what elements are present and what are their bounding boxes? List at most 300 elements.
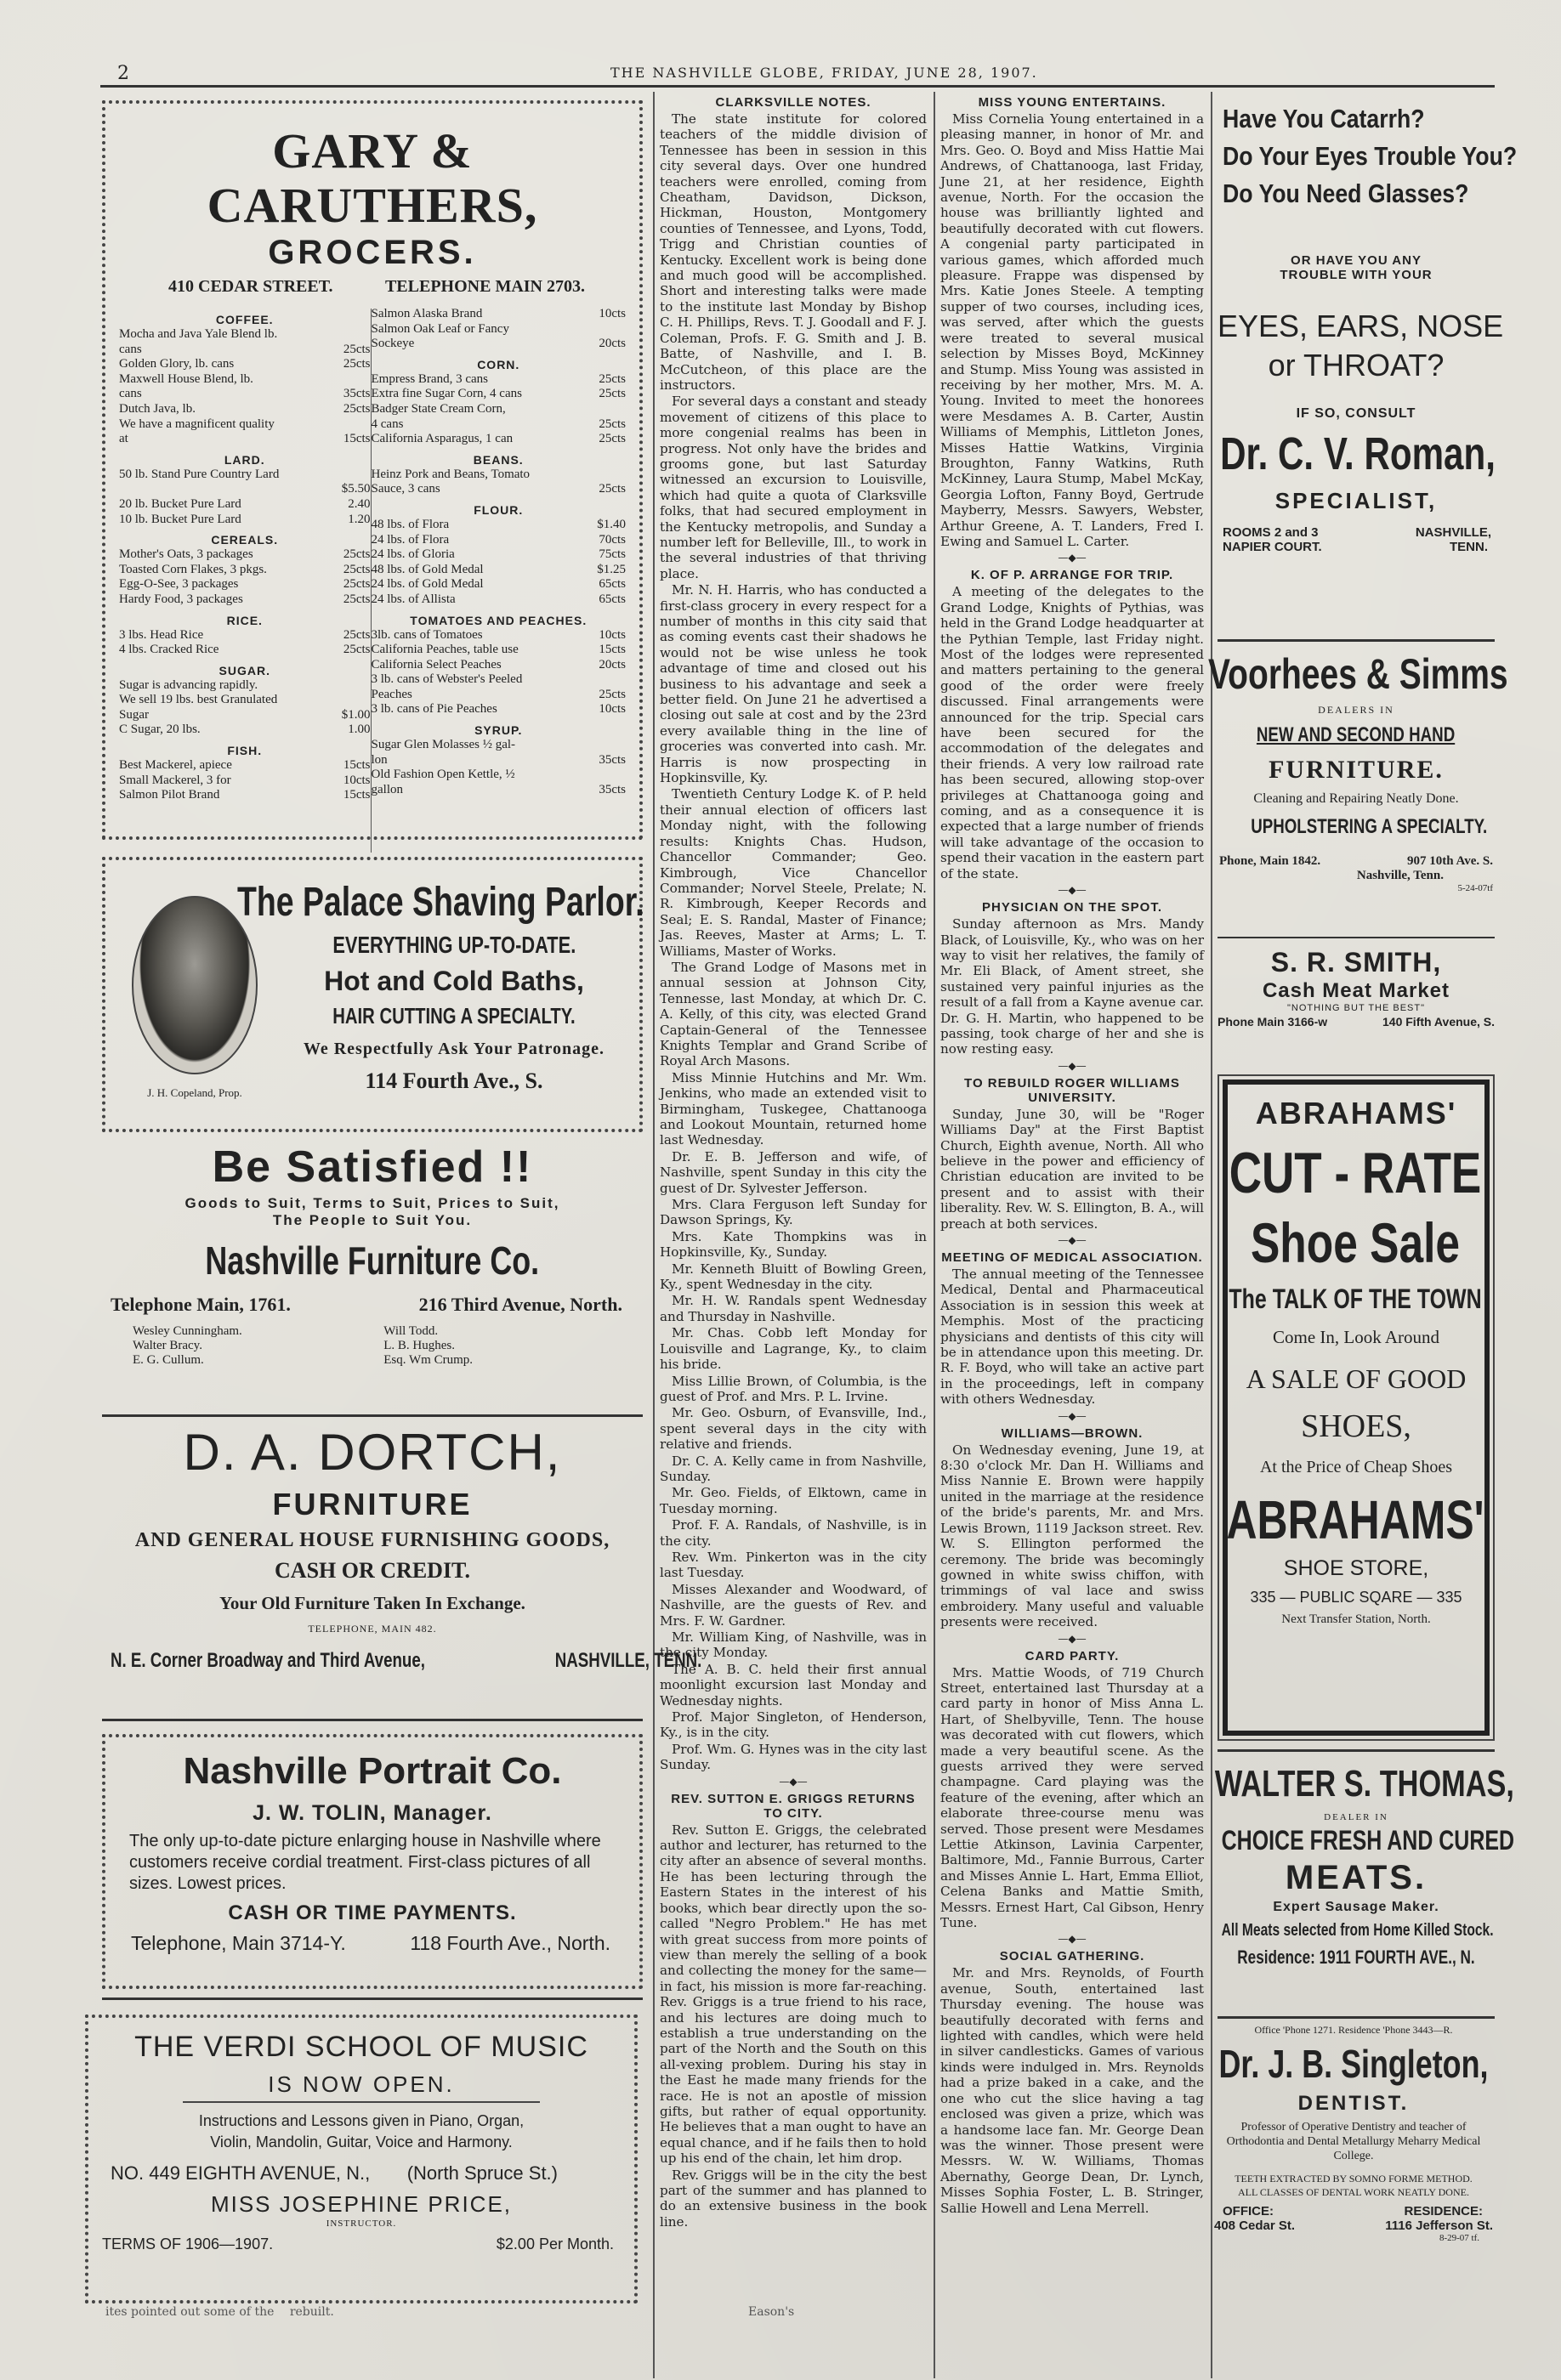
price-value: 35cts — [599, 782, 626, 796]
price-row — [119, 482, 371, 497]
article-paragraph: The state institute for colored teachers of the middle division of Tennessee has been in session in this city several days. Over one hundred teachers were enrolled, coming from Cheatham, Davidson, Dickson, Hickman, Houston, Montgomery counties of Tennessee, and Lyons, Todd, Trigg and Christian counties of Kentucky. Excellent work is being done and much good will be accomplished. Short and interesting talks were made to the institute last Monday by Bishop C. H. Phillips, Revs. T. J. Goodall and F. J. Coleman, Profs. F. G. Smith and J. B. Batte, of Nashville, and I. B. McCutcheon, of this place are the instructors. — [660, 111, 927, 393]
snippet-text: rebuilt. — [289, 2305, 334, 2319]
verdi-open: IS NOW OPEN. — [268, 2071, 455, 2097]
price-item: 4 lbs. Cracked Rice — [119, 643, 219, 657]
ad-divider — [102, 1998, 643, 2000]
section-separator: —◆— — [1058, 1059, 1087, 1072]
singleton-office-address: 408 Cedar St. — [1214, 2218, 1296, 2233]
snippet-text: ites pointed out some of the — [105, 2305, 275, 2319]
price-value: 25cts — [343, 643, 371, 657]
article-paragraph: Dr. E. B. Jefferson and wife, of Nashville, spent Sunday in this city the guest of Dr. Sylvester Jefferson. — [660, 1148, 927, 1196]
price-row — [372, 322, 627, 337]
section-separator: —◆— — [1058, 1632, 1087, 1645]
dortch-line3: Your Old Furniture Taken In Exchange. — [219, 1593, 525, 1613]
price-value: 25cts — [599, 371, 626, 386]
price-value: 1.20 — [348, 512, 371, 526]
price-value: 2.40 — [348, 496, 371, 511]
roman-rooms: ROOMS 2 and 3 — [1223, 525, 1319, 540]
verdi-line1: Instructions and Lessons given in Piano, Organ, — [198, 2112, 525, 2129]
price-row — [372, 592, 627, 608]
price-item: Salmon Oak Leaf or Fancy — [371, 321, 509, 336]
price-item: Sugar — [119, 707, 149, 722]
price-row — [119, 432, 371, 447]
article-paragraph: The Grand Lodge of Masons met in annual session at Johnson City, Tennesse, last Monday, at which Dr. C. A. Kelly, of this city, was elected Grand Captain-General of the Tennessee Knights Templar and Grand Scribe of Royal Arch Masons. — [660, 959, 927, 1069]
price-value: 10cts — [599, 702, 626, 717]
section-separator: —◆— — [1058, 552, 1087, 564]
dortch-line1: AND GENERAL HOUSE FURNISHING GOODS, — [134, 1529, 610, 1551]
article-paragraph: Dr. C. A. Kelly came in from Nashville, Sunday. — [660, 1453, 927, 1484]
abrahams-station: Next Transfer Station, North. — [1281, 1612, 1431, 1626]
article-paragraph: Mr. William King, of Nashville, was in the city Monday. — [660, 1629, 927, 1661]
price-item: We have a magnificent quality — [119, 416, 275, 431]
voorhees-line2: UPHOLSTERING A SPECIALTY. — [1251, 815, 1488, 838]
price-row — [119, 592, 371, 608]
price-item: Mocha and Java Yale Blend lb. — [119, 327, 278, 341]
section-separator: —◆— — [1058, 1933, 1087, 1946]
section-separator: —◆— — [779, 1775, 808, 1788]
abrahams-name: ABRAHAMS' — [1255, 1096, 1457, 1130]
price-category: FISH. — [227, 744, 263, 758]
price-item: 3 lbs. Head Rice — [119, 627, 204, 642]
ad-divider — [102, 1719, 643, 1721]
price-row — [372, 688, 627, 703]
price-value: 15cts — [343, 758, 371, 773]
dortch-line2: CASH OR CREDIT. — [275, 1558, 470, 1583]
price-value: 25cts — [343, 577, 371, 592]
thomas-line1: CHOICE FRESH AND CURED — [1221, 1825, 1515, 1856]
abrahams-address: 335 — PUBLIC SQARE — 335 — [1250, 1589, 1462, 1606]
ad-divider — [1218, 937, 1495, 938]
article-paragraph: Mr. Chas. Cobb left Monday for Louisville and Lagrange, Ky., to claim his bride. — [660, 1325, 927, 1373]
article-paragraph: A meeting of the delegates to the Grand Lodge, Knights of Pythias, was held in the Grand Lodge headquarter at the Pythian Temple, last Friday night. Most of the lodges were represented and matters pertaining to the general good of the order were freely discussed. Final arrangements were announced for the trip. Special cars have been secured for the accommodation of the delegates and their friends. A very low railroad rate has been secured, allowing stop-over privileges at Chattanooga going and coming, and as a consequence it is expected that a large number of friends will take advantage of the occasion to spend their vacation in the eastern part of the state. — [940, 584, 1204, 881]
price-row — [119, 343, 371, 358]
dortch-name: D. A. DORTCH, — [183, 1424, 562, 1481]
price-row — [372, 482, 627, 497]
price-row — [372, 628, 627, 643]
price-value: 25cts — [343, 401, 371, 416]
news-column-clarksville — [660, 94, 927, 2304]
price-value: 10cts — [343, 773, 371, 787]
article-paragraph: On Wednesday evening, June 19, at 8:30 o'clock Mr. Dan H. Williams and Miss Nannie E. Brown were happily united in the marriage at the residence of the bride's parents, Mr. and Mrs. Lewis Brown, 1119 Jackson street. Rev. W. S. Ellington performed the ceremony. The bride was becomingly gowned in white swiss chiffon, with trimmings of val lace and swiss embroidery. Many useful and valuable presents were received. — [940, 1442, 1204, 1630]
price-list-left — [119, 307, 371, 853]
palace-title: The Palace Shaving Parlor. — [237, 880, 644, 925]
price-row — [119, 497, 371, 513]
article-paragraph: Miss Lillie Brown, of Columbia, is the guest of Prof. and Mrs. P. L. Irvine. — [660, 1373, 927, 1404]
price-item: Sugar is advancing rapidly. — [119, 677, 258, 692]
ad-street: 410 CEDAR STREET. — [168, 277, 333, 296]
ad-name: GARY & CARUTHERS, — [207, 123, 538, 233]
article-paragraph: Sunday afternoon as Mrs. Mandy Black, of Louisville, Ky., who was on her way to visit her relatives, the family of Mr. Eli Black, of Ament street, she sustained very painful injuries as the result of a fall from a Kayne avenue car. Dr. G. H. Martin, who happened to be passing, took charge of her and she is now resting easy. — [940, 916, 1204, 1057]
verdi-terms: TERMS OF 1906—1907. — [102, 2236, 274, 2252]
article-paragraph: Prof. Wm. G. Hynes was in the city last Sunday. — [660, 1741, 928, 1773]
price-value: $1.40 — [597, 517, 626, 531]
smith-meat-ad — [1218, 945, 1495, 1047]
price-item: 24 lbs. of Gloria — [371, 547, 455, 562]
thomas-residence: Residence: 1911 FOURTH AVE., N. — [1237, 1946, 1475, 1968]
portrait-phone: Telephone, Main 3714-Y. — [131, 1932, 346, 1954]
roman-q3: Do You Need Glasses? — [1223, 178, 1469, 208]
singleton-dentist-ad — [1211, 2023, 1496, 2304]
column-rule — [653, 92, 655, 2378]
price-row — [372, 643, 627, 658]
singleton-res-address: 1116 Jefferson St. — [1385, 2218, 1493, 2233]
price-item: C Sugar, 20 lbs. — [119, 722, 201, 737]
article-paragraph: Mr. and Mrs. Reynolds, of Fourth avenue, South, entertained last Thursday evening. The house was beautifully decorated with ferns and lighted with candles, which were held in silver candlesticks. Games of various kinds were indulged in. Mrs. Reynolds had a prize baked in a cake, and the one who cut the slice having a tag enclosed was given a prize, which was a handsome lace fan. Mr. George Dean was the winner. Those present were Messrs. W. W. Williams, Thomas Abernathy, George Dean, Dr. Lynch, Misses Sophia Foster, L. B. Stringer, Sallie Howell and Lena Merrell. — [940, 1965, 1204, 2216]
article-paragraph: The annual meeting of the Tennessee Medical, Dental and Pharmaceutical Association is in session this week at Memphis. Most of the practicing physicians and dentists of this city will be in attendance upon this meeting. Dr. R. F. Boyd, who will take an active part in the proceedings, left in company with others Wednesday. — [940, 1266, 1204, 1408]
abrahams-shoe-sale: Shoe Sale — [1250, 1211, 1461, 1274]
roman-l2: TROUBLE WITH YOUR — [1280, 268, 1433, 282]
price-value: $1.25 — [597, 562, 626, 576]
thomas-name: WALTER S. THOMAS, — [1214, 1763, 1514, 1805]
singleton-res-label: RESIDENCE: — [1404, 2204, 1483, 2218]
price-value: 75cts — [599, 547, 626, 562]
article-headline: CLARKSVILLE NOTES. — [715, 95, 871, 110]
price-value: 25cts — [599, 387, 626, 401]
price-row — [372, 533, 627, 548]
voorhees-kind: FURNITURE. — [1269, 756, 1444, 784]
abrahams-store: SHOE STORE, — [1283, 1556, 1429, 1580]
section-separator: —◆— — [1058, 884, 1087, 897]
singleton-office-label: OFFICE: — [1223, 2204, 1274, 2218]
article-paragraph: Mr. H. W. Randals spent Wednesday and Thursday in Nashville. — [660, 1293, 927, 1324]
voorhees-ad — [1208, 644, 1508, 932]
verdi-price: $2.00 Per Month. — [496, 2236, 614, 2252]
article-paragraph: The A. B. C. held their first annual moonlight excursion last Monday and Wednesday nights. — [660, 1661, 927, 1708]
price-category: CORN. — [477, 357, 520, 371]
price-row — [119, 327, 371, 343]
officer-name: E. G. Cullum. — [133, 1353, 204, 1367]
page-number: 2 — [117, 63, 131, 84]
verdi-role: INSTRUCTOR. — [326, 2218, 397, 2229]
price-category: SYRUP. — [474, 723, 523, 738]
verdi-street: (North Spruce St.) — [406, 2162, 558, 2184]
price-row — [372, 738, 627, 753]
price-value: 25cts — [343, 627, 371, 642]
price-value: 25cts — [343, 342, 371, 356]
price-value: 20cts — [599, 337, 626, 351]
price-row — [372, 372, 627, 388]
price-item: cans — [119, 387, 142, 401]
price-row — [119, 417, 371, 433]
price-row — [372, 417, 627, 433]
roman-q1: Have You Catarrh? — [1223, 104, 1425, 133]
price-row — [372, 432, 627, 447]
voorhees-line1: Cleaning and Repairing Neatly Done. — [1253, 791, 1459, 806]
price-value: 65cts — [599, 592, 626, 606]
roman-l1: OR HAVE YOU ANY — [1291, 253, 1422, 268]
price-row — [372, 658, 627, 673]
price-item: 20 lb. Bucket Pure Lard — [119, 496, 241, 511]
furniture-co-name: Nashville Furniture Co. — [205, 1238, 540, 1283]
price-item: Sugar Glen Molasses ½ gal- — [371, 738, 516, 752]
price-row — [372, 768, 627, 783]
price-category: RICE. — [226, 613, 263, 627]
price-value: 25cts — [599, 416, 626, 431]
news-column-society — [940, 94, 1204, 2304]
article-paragraph: For several days a constant and steady movement of citizens of this place to more congenial realms has been in progress. Not only have the brides and grooms gone, but last Saturday witnessed an excursion to Louisville, which had quite a quota of Clarksville folks, that had secured employment in the Kentucky metropolis, and Sunday a number left for Belleville, Ill., to work in the several industries of that thriving place. — [660, 394, 927, 581]
singleton-dentist: DENTIST. — [1297, 2092, 1410, 2115]
column-rule — [934, 92, 935, 2378]
furniture-address: 216 Third Avenue, North. — [418, 1294, 622, 1315]
price-value: 25cts — [343, 357, 371, 371]
price-row — [119, 513, 371, 528]
article-headline: WILLIAMS—BROWN. — [1001, 1425, 1144, 1441]
price-item: 3 lb. cans of Webster's Peeled — [371, 672, 523, 687]
voorhees-city: Nashville, Tenn. — [1356, 869, 1444, 882]
price-row — [119, 372, 371, 388]
singleton-teeth: TEETH EXTRACTED BY SOMNO FORME METHOD. ALL CLASSES OF DENTAL WORK NEATLY DONE. — [1235, 2173, 1473, 2198]
section-separator: —◆— — [1058, 1234, 1087, 1246]
proprietor-name: J. H. Copeland, Prop. — [147, 1086, 242, 1099]
price-item: Toasted Corn Flakes, 3 pkgs. — [119, 562, 267, 576]
voorhees-goods: NEW AND SECOND HAND — [1257, 723, 1456, 746]
palace-address: 114 Fourth Ave., S. — [365, 1068, 543, 1093]
bottom-snippet — [105, 2305, 650, 2319]
ad-divider — [1218, 639, 1495, 642]
price-item: Sauce, 3 cans — [371, 482, 440, 496]
portrait-address: 118 Fourth Ave., North. — [410, 1932, 610, 1954]
article-headline: TO REBUILD ROGER WILLIAMS UNIVERSITY. — [964, 1075, 1180, 1105]
article-paragraph: Rev. Griggs will be in the city the best part of the summer and has planned to do an extensive business in the book line. — [660, 2167, 927, 2230]
thomas-meat-ad — [1214, 1756, 1515, 2011]
verdi-line2: Violin, Mandolin, Guitar, Voice and Harmony. — [210, 2134, 513, 2150]
price-row — [119, 563, 371, 578]
singleton-phones: Office 'Phone 1271. Residence 'Phone 3443—R. — [1254, 2024, 1453, 2036]
price-category: CEREALS. — [211, 533, 279, 547]
officer-name: Wesley Cunningham. — [133, 1324, 242, 1338]
roman-state: TENN. — [1450, 540, 1488, 554]
price-item: California Select Peaches — [371, 657, 502, 672]
price-item: Extra fine Sugar Corn, 4 cans — [371, 387, 522, 401]
price-item: Peaches — [371, 687, 412, 701]
voorhees-code: 5-24-07tf — [1457, 883, 1493, 893]
roman-court: NAPIER COURT. — [1223, 540, 1322, 554]
price-category: TOMATOES AND PEACHES. — [410, 613, 588, 627]
abrahams-cut-rate: CUT - RATE — [1229, 1141, 1482, 1205]
officer-name: Esq. Wm Crump. — [383, 1353, 473, 1367]
dortch-city: NASHVILLE, TENN. — [555, 1649, 702, 1672]
verdi-instructor: MISS JOSEPHINE PRICE, — [210, 2191, 513, 2217]
article-paragraph: Miss Cornelia Young entertained in a pleasing manner, in honor of Mr. and Mrs. Geo. O. Boyd and Miss Hattie Mai Andrews, of Chattanooga, last Friday, June 21, at her residence, Eighth avenue, North. For the occasion the house was brilliantly lighted and beautifully decorated with cut flowers. A congenial party participated in various games, which afforded much pleasure. Frappe was dispensed by Mrs. Katie Jones Steele. A tempting supper of two courses, including ices, was served, after which the guests were treated to several musical selection by Misses Boyd, McKinney and Stump. Miss Young was assisted in receiving by her mother, Mrs. M. A. Young. Invited to meet the honorees were Mesdames A. B. Carter, Austin Williams of Memphis, Littleton Jones, Misses Hattie Watkins, Virginia Broughton, Fanny Watkins, Ruth McKinney, Laura Stump, Mabel McKay, Georgia Lofton, Fanny Boyd, Gertrude Mayberry, Messrs. Sawyers, Webster, Arthur Greene, A. T. Landers, Fred I. Ewing and Samuel L. Carter. — [940, 111, 1204, 549]
article-paragraph: Rev. Wm. Pinkerton was in the city last Tuesday. — [660, 1549, 927, 1581]
abrahams-sale: A SALE OF GOOD — [1246, 1363, 1467, 1394]
price-value: 10cts — [599, 627, 626, 642]
article-headline: REV. SUTTON E. GRIGGS RETURNS TO CITY. — [671, 1791, 916, 1821]
portrait-name: Nashville Portrait Co. — [183, 1750, 562, 1792]
abrahams-talk: The TALK OF THE TOWN — [1229, 1284, 1482, 1314]
abrahams-name2: ABRAHAMS' — [1226, 1489, 1484, 1550]
officer-name: Will Todd. — [383, 1324, 439, 1338]
dortch-address: N. E. Corner Broadway and Third Avenue, — [111, 1649, 425, 1672]
palace-line2: Hot and Cold Baths, — [324, 966, 584, 996]
article-headline: MISS YOUNG ENTERTAINS. — [978, 95, 1166, 110]
abrahams-shoes: SHOES, — [1301, 1408, 1411, 1444]
portrait-cash: CASH OR TIME PAYMENTS. — [228, 1901, 517, 1924]
thomas-dealer: DEALER IN — [1324, 1812, 1388, 1822]
palace-line3: HAIR CUTTING A SPECIALTY. — [332, 1003, 576, 1028]
price-value: 25cts — [343, 592, 371, 606]
price-value: 20cts — [599, 657, 626, 672]
article-paragraph: Twentieth Century Lodge K. of P. held their annual election of officers last Monday night, with the following results: Knights Chas. Hudson, Chancellor Commander; Geo. Kimbrough, Vice Chancellor Commander; Norvel Steele, Prelate; N. R. Kimbrough, Keeper Records and Seal; E. S. Randal, Master of Finance; Jas. Reeves, Master at Arms; L. T. Williams, Master of Works. — [660, 786, 927, 959]
price-row — [372, 402, 627, 417]
price-row — [119, 547, 371, 563]
price-item: Best Mackerel, apiece — [119, 758, 232, 773]
article-paragraph: Mr. Geo. Osburn, of Evansville, Ind., spent several days in the city with relative and friends. — [660, 1405, 927, 1453]
article-paragraph: Misses Alexander and Woodward, of Nashville, are the guests of Rev. and Mrs. F. W. Gardner. — [660, 1581, 927, 1629]
ad-kind: GROCERS. — [268, 234, 477, 271]
ad-divider — [102, 1414, 643, 1417]
price-value: $5.50 — [341, 482, 371, 496]
ad-divider — [1218, 1749, 1495, 1752]
price-value: 10cts — [599, 307, 626, 320]
price-value: 25cts — [599, 432, 626, 446]
price-row — [372, 518, 627, 533]
price-row — [119, 678, 371, 694]
smith-phone: Phone Main 3166-w — [1218, 1015, 1328, 1028]
article-headline: CARD PARTY. — [1025, 1648, 1120, 1663]
gary-caruthers-ad — [102, 100, 643, 840]
dortch-phone: TELEPHONE, MAIN 482. — [308, 1623, 437, 1635]
price-row — [372, 672, 627, 688]
price-row — [372, 337, 627, 352]
price-item: Maxwell House Blend, lb. — [119, 371, 253, 386]
masthead-title: THE NASHVILLE GLOBE, FRIDAY, JUNE 28, 1907. — [610, 65, 1038, 81]
verdi-address: NO. 449 EIGHTH AVENUE, N., — [111, 2162, 371, 2184]
portrait-manager: J. W. TOLIN, Manager. — [253, 1801, 492, 1825]
price-row — [119, 708, 371, 723]
verdi-title: THE VERDI SCHOOL OF MUSIC — [134, 2031, 588, 2063]
ad-phone: TELEPHONE MAIN 2703. — [384, 277, 585, 296]
price-value: 35cts — [599, 752, 626, 767]
singleton-name: Dr. J. B. Singleton, — [1218, 2042, 1489, 2086]
price-item: Small Mackerel, 3 for — [119, 773, 231, 787]
roman-specialist: SPECIALIST, — [1274, 488, 1438, 513]
price-value: 15cts — [343, 788, 371, 802]
abrahams-price: At the Price of Cheap Shoes — [1259, 1458, 1453, 1476]
dortch-furniture-ad — [102, 1421, 702, 1727]
price-item: Hardy Food, 3 packages — [119, 592, 243, 606]
price-row — [372, 563, 627, 578]
price-row — [119, 693, 371, 708]
price-item: gallon — [371, 782, 403, 796]
article-paragraph: Miss Minnie Hutchins and Mr. Wm. Jenkins, who made an extended visit to Birmingham, Tuskegee, Chattanooga and Lookout Mountain, returned home last Wednesday. — [660, 1069, 927, 1148]
bottom-snippet-mid: Eason's — [748, 2305, 795, 2319]
palace-shaving-ad — [102, 857, 643, 1132]
price-row — [372, 702, 627, 717]
price-row — [119, 643, 371, 658]
price-item: Sockeye — [371, 337, 415, 351]
article-paragraph: Prof. F. A. Randals, of Nashville, is in the city. — [660, 1517, 927, 1549]
price-item: 48 lbs. of Flora — [371, 517, 450, 531]
price-value: 70cts — [599, 532, 626, 547]
roman-q2: Do Your Eyes Trouble You? — [1223, 141, 1518, 171]
masthead — [100, 60, 1495, 87]
roman-l3: IF SO, CONSULT — [1296, 406, 1416, 421]
article-headline: PHYSICIAN ON THE SPOT. — [981, 900, 1163, 915]
portrait-co-ad — [102, 1734, 643, 1989]
price-item: Egg-O-See, 3 packages — [119, 577, 239, 592]
voorhees-address: 907 10th Ave. S. — [1407, 854, 1493, 868]
palace-line4: We Respectfully Ask Your Patronage. — [303, 1040, 605, 1058]
article-paragraph: Rev. Sutton E. Griggs, the celebrated author and lecturer, has returned to the city after an absence of several months. He has been lecturing through the Eastern States in the interest of his books, which bear directly upon the so-called "Negro Problem." He has met with great success from more points of view than merely the selling of a book and collecting the money for the same—in fact, his mission is more far-reaching. Rev. Griggs is a true friend to his race, and his lectures are doing much to establish a true understanding on the part of the North and the South on this all-vexing problem. During his stay in the East he made many friends for the race. He is not an apostle of mission gifts, but rather of equal opportunity. He believes that a man ought to have an equal chance, and if he fails then to hold up his end of the chain, let him drop. — [660, 1822, 927, 2167]
officer-name: Walter Bracy. — [133, 1339, 202, 1352]
price-item: Salmon Pilot Brand — [119, 788, 220, 802]
price-item: Heinz Pork and Beans, Tomato — [371, 467, 531, 481]
smith-motto: "NOTHING BUT THE BEST" — [1286, 1003, 1426, 1013]
price-value: 25cts — [599, 687, 626, 701]
price-row — [372, 783, 627, 798]
smith-kind: Cash Meat Market — [1262, 979, 1450, 1002]
voorhees-phone: Phone, Main 1842. — [1219, 854, 1321, 868]
article-paragraph: Prof. Major Singleton, of Henderson, Ky., is in the city. — [660, 1709, 927, 1741]
price-item: cans — [119, 342, 142, 356]
price-category: LARD. — [224, 452, 265, 467]
price-item: lon — [371, 752, 388, 767]
price-row — [119, 468, 371, 483]
price-item: 50 lb. Stand Pure Country Lard — [119, 467, 280, 481]
article-headline: MEETING OF MEDICAL ASSOCIATION. — [941, 1250, 1203, 1265]
roman-ad — [1218, 100, 1518, 619]
roman-big2: or THROAT? — [1268, 348, 1445, 382]
roman-name: Dr. C. V. Roman, — [1220, 428, 1496, 479]
price-category: COFFEE. — [215, 313, 274, 326]
price-item: 24 lbs. of Allista — [371, 592, 456, 606]
price-row — [372, 577, 627, 592]
top-rule — [100, 85, 1495, 88]
price-category: BEANS. — [473, 452, 524, 467]
price-row — [119, 577, 371, 592]
price-category: SUGAR. — [219, 663, 270, 677]
price-value: 15cts — [343, 432, 371, 446]
article-headline: SOCIAL GATHERING. — [999, 1949, 1145, 1964]
price-row — [372, 468, 627, 483]
roman-city: NASHVILLE, — [1415, 525, 1491, 540]
price-value: 15cts — [599, 643, 626, 657]
satisfied-title: Be Satisfied !! — [212, 1142, 533, 1192]
portrait-body: The only up-to-date picture enlarging house in Nashville where customers receive cordial treatment. First-class pictures of all sizes. Lowest prices. — [129, 1832, 601, 1893]
price-item: Salmon Alaska Brand — [371, 307, 483, 320]
price-value: 25cts — [343, 547, 371, 562]
price-value: 25cts — [599, 482, 626, 496]
price-item: at — [119, 432, 128, 446]
price-row — [372, 753, 627, 768]
price-item: Badger State Cream Corn, — [371, 401, 506, 416]
price-item: Mother's Oats, 3 packages — [119, 547, 253, 562]
article-paragraph: Mrs. Kate Thompkins was in Hopkinsville, Ky., Sunday. — [660, 1228, 927, 1261]
singleton-desc: Professor of Operative Dentistry and teacher of Orthodontia and Dental Metallurgy Meharry Medical College. — [1226, 2121, 1481, 2162]
price-item: Empress Brand, 3 cans — [371, 371, 488, 386]
thomas-line4: All Meats selected from Home Killed Stock. — [1221, 1921, 1494, 1940]
price-category: FLOUR. — [474, 502, 524, 517]
article-paragraph: Sunday, June 30, will be "Roger Williams Day" at the First Baptist Church, Eighth avenue, North. All who believe in the power and efficiency of Christian education are invited to be present and to assist with their liberality. Rev. W. S. Ellington, B. A., will preach at both services. — [940, 1106, 1204, 1232]
price-item: 24 lbs. of Gold Medal — [371, 577, 484, 592]
thomas-sausage: Expert Sausage Maker. — [1273, 1900, 1439, 1914]
price-row — [372, 307, 627, 322]
verdi-school-ad — [85, 2014, 638, 2304]
price-row — [119, 628, 371, 643]
price-item: 24 lbs. of Flora — [371, 532, 450, 547]
price-row — [119, 774, 371, 789]
price-item: 10 lb. Bucket Pure Lard — [119, 512, 241, 526]
price-row — [372, 547, 627, 563]
article-headline: K. OF P. ARRANGE FOR TRIP. — [970, 568, 1174, 583]
price-item: 3 lb. cans of Pie Peaches — [371, 702, 497, 717]
price-row — [119, 758, 371, 774]
voorhees-dealers: DEALERS IN — [1318, 704, 1394, 716]
price-row — [119, 722, 371, 738]
dortch-kind: FURNITURE — [272, 1487, 473, 1522]
price-row — [119, 402, 371, 417]
